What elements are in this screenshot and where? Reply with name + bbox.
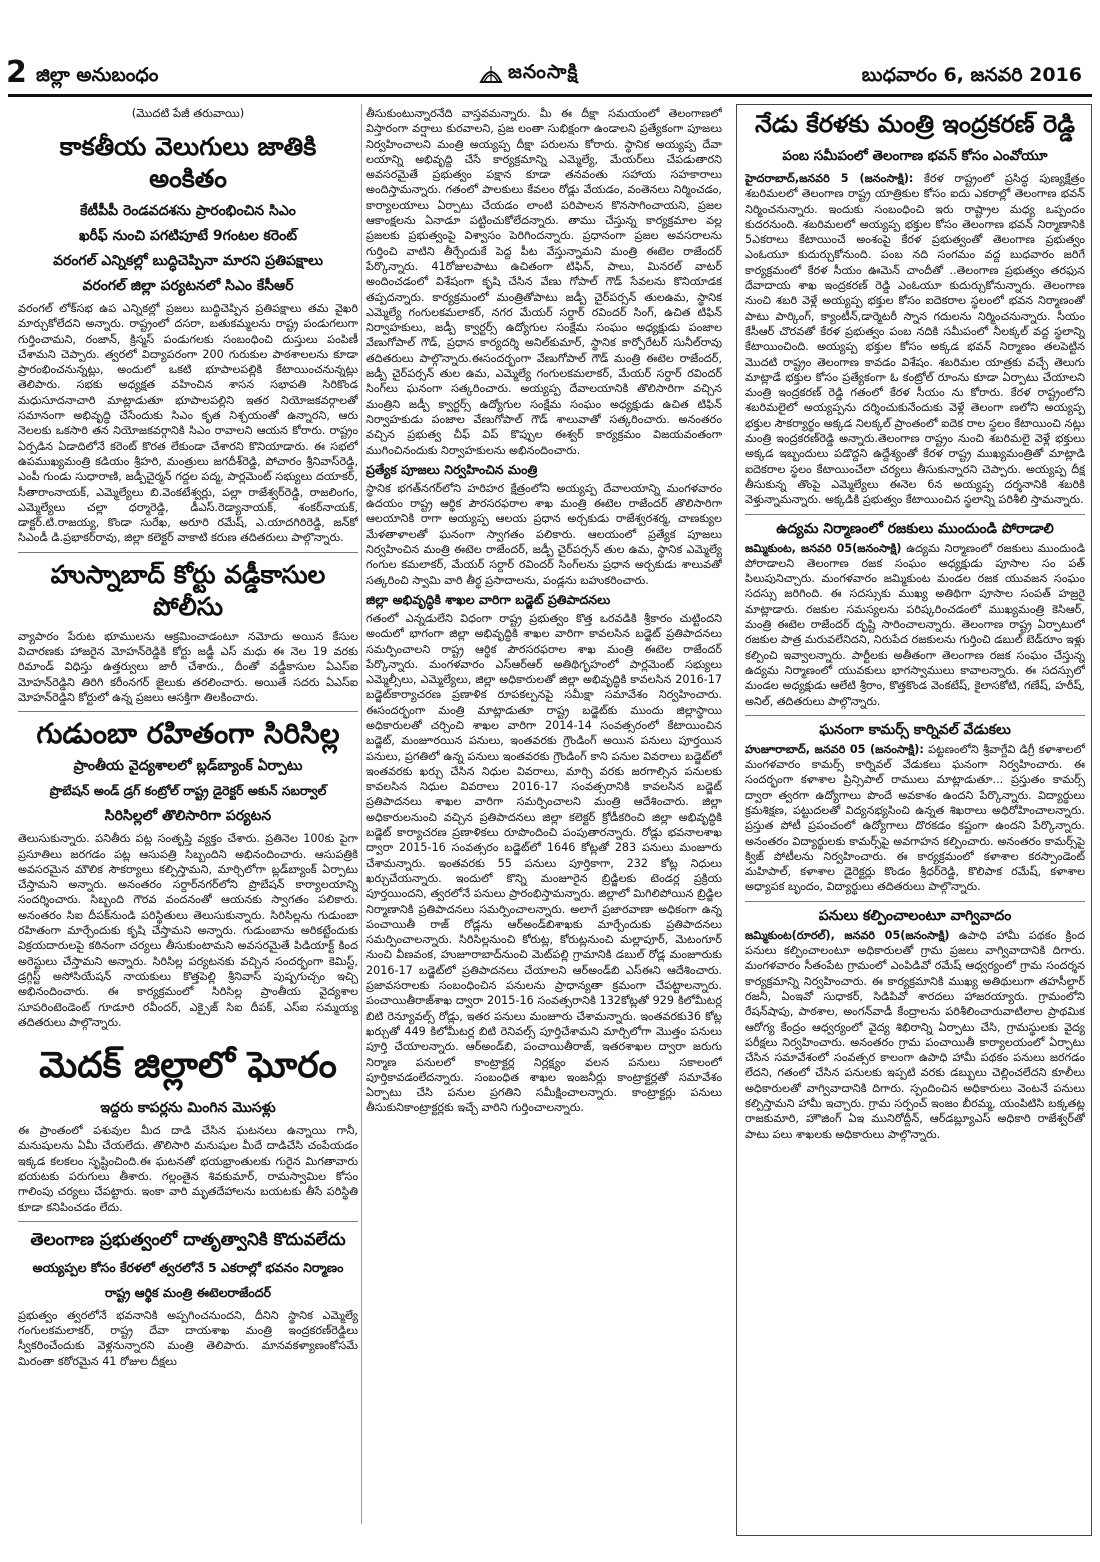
article-body: గతంలో ఎన్నడులేని విధంగా రాష్ట్ర ప్రభుత్వం కొత్త ఒరవడికి శ్రీకారం చుట్టిందని అందులో భాగంగా జిల్లా అభివృద్ధికి శాఖల వారిగా కావలసిన బడ్జెట్‌ ప్రతిపాదనలు సమర్పించాలని రాష్ట్ర ఆర్థిక పౌరసరఫరాల శాఖ మంత్రి ఈటెల రాజేందర్‌ పేర్కొన్నారు. మంగళవారం ఎస్‌ఆర్‌ఆర్‌ అతిథిగృహంలో పార్లమెంట్‌ సభ్యులు ఎమ్మెల్సీలు, ఎమ్మెల్యేలు, జిల్లా అధికారులతో జిల్లా అభివృద్ధికి కావలసిన 2016-17 బడ్జెట్‌కార్యాచరణ ప్రణాళిక రూపకల్పనపై సమీక్షా సమావేశం నిర్వహించారు. ఈసందర్భంగా మంత్రి మాట్లాడుతూ రాష్ట్ర బడ్జెట్‌కు ముందు జిల్లాస్థాయి అధికారులతో చర్చించి శాఖల వారిగా 2014-14 సంవత్సరంలో కేటాయించిన బడ్జెట్‌, మంజూరయిన పనులు, ఇంతవరకు గ్రౌండింగ్‌ అయిన పనులు పూర్తయిన పనులు, ప్రగతిలో ఉన్న పనులు ఇంతవరకు గ్రౌండింగ్‌ కాని పనుల వివరాలు బడ్జెట్‌లో ఇంతవరకు ఖర్చు చేసిన నిధుల వివరాలు, మార్చి వరకు జరగాల్సిన పనులకు కావలసిన నిధుల వివరాలు 2016-17 సంవత్సరానికి కావలసిన బడ్జెట్‌ ప్రతిపాదనలు శాఖల వారిగా సమర్పించాలని మంత్రి ఆదేశించారు. జిల్లా అధికారులనుంచి వచ్చిన ప్రతిపాదనలు జిల్లా కలెక్టర్‌ క్రోడీకరించి జిల్లా అభివృద్ధికి బడ్జెట్‌ కార్యాచరణ ప్రణాళికలు రూపొందించి పంపుతారన్నారు. రోడ్లు భవనాలశాఖ ద్వారా 2015-16 సంవత్సరం బడ్జెట్‌లో 1646 కోట్లతో 283 పనులు మంజూరు చేశామన్నారు. ఇంతవరకు 55 పనులు పూర్తికాగా, 232 కోట్ల నిధులు ఖర్చుచేయన్నారు. ఇందులో కొన్ని మంజూరైన బ్రిడ్జిలకు టెండర్ల ప్రక్రియ పూర్తయిందని, త్వరలోనే పనులు ప్రారంభిస్తామన్నారు. జిల్లాలో మిగిలిపోయిన బ్రిడ్జిల నిర్మాణానికి ప్రతిపాదనలు సమర్పించాలన్నారు. అలాగే ప్రజారవాణా అధికంగా ఉన్న పంచాయితీ రాజ్‌ రోడ్లను ఆర్‌అండ్‌బిశాఖకు మార్చేందుకు ప్రతిపాదనలు సమర్పించాలన్నారు. సిరిసిల్లనుంచి కోరుట్ల, కోరుట్లనుంచి మల్లాపూర్‌, మెటంగూర్‌ నుంచి వీణవంక, హుజూరాబాద్‌నుంచి మెట్‌పల్లి గ్రామానికి డబుల్‌ రోడ్ల మంజూరుకు 2016-17 బడ్జెట్‌లో ప్రతిపాదనలు చేయాలని ఆర్‌అండ్‌బి ఎస్‌ఈని ఆదేశించారు. ప్రజావసరాలకు సంబంధించిన పనులను ప్రాధాన్యతా క్రమంగా చేపట్టాలన్నారు. పంచాయితీరాజ్‌శాఖ ద్వారా 2015-16 సంవత్సరానికి 132కోట్లతో 929 కిలోమీటర్ల బిటి రెన్యూవల్స్‌ రోడ్లు, ఇతర పనులు మంజూరు చేశామన్నారు. ఇంతవరకు36 కోట్ల ఖర్చుతో 449 కిలోమీటర్ల బిటి రెనివల్స్‌ పూర్తిచేశామని మార్చిలోగా మొత్తం పనులు పూర్తి చేయాలన్నారు. ఆర్‌అండ్‌బి, పంచాయితీరాజ్‌, ఇతరశాఖల ద్వారా జరుగు నిర్మాణ పనులలో కాంట్రాక్టర్ల నిర్లక్ష్యం వలన పనులు సకాలంలో పూర్తికావడంలేదన్నారు. సంబంధిత శాఖల ఇంజనీర్లు కాంట్రాక్టర్లతో సమావేశం ఏర్పాటు చేసి పనుల ప్రగతిని సమీక్షించాలన్నారు. కాంట్రాక్టర్లు పనులు తీసుకునికాంట్రాక్టర్లకు ఇచ్చే వారిని గుర్తించాలన్నారు. <box>366 611 722 1115</box>
headline-telangana: తెలంగాణ ప్రభుత్వంలో దాతృత్వానికి కొదువలేదు <box>30 1229 346 1250</box>
subhead: సిరిసిల్లలో తొలిసారిగా పర్యటన <box>104 808 272 825</box>
article-body <box>745 541 1085 709</box>
article-body: తీసుకుంటున్నారనేది వాస్తవమన్నారు. మీ ఈ దీక్షా సమయంలో తెలంగాణలో విస్తారంగా వర్షాలు కురవాలని, ప్రజ లంతా సుభిక్షంగా ఉండాలని ప్రత్యేకంగా పూజలు నిర్వహించాలని మంత్రి అయ్యప్ప దీక్షా పరులను కోరారు. స్థానిక అయ్యప్ప దేవా లయాన్ని అభివృద్ది చేసే కార్యక్రమాన్ని ఎమ్మెల్యే, మేయర్‌లు చేపడుతారని అవసరమైతే ప్రభుత్వం పక్షాన కూడా తనవంతు సహాయ సహకారాలు అందిస్తామన్నారు. గతంలో పాలకులు కేవలం రోడ్లు వేయడం, వంతెనలు నిర్మించడం, కార్యాలయాలు ఏర్పాటు చేయడం లాంటి పరిపాలన కొనసాగించాయని, ప్రజల ఆకాంక్షలను ఏనాడూ పట్టించుకోలేదన్నారు. తాము చేస్తున్న కార్యక్రమాల వల్ల ప్రజలకు ప్రభుత్వంపై విశ్వాసం పెరిగిందన్నారు. ప్రధానంగా ప్రజల అవసరాలను గుర్తించి వాటిని తీర్చేందుకే పెద్ద పీట వేస్తున్నామని మంత్రి ఈటెల రాజేందర్‌ పేర్కొన్నారు. 41రోజులపాటు ఉచితంగా టిఫిన్‌, పాలు, మినరల్‌ వాటర్‌ అందించడంలో విశేషంగా కృషి చేసిన వేణు గోపాల్‌ గౌడ్‌ సేవలను కొనియాడక తప్పదన్నారు. కార్యక్రమంలో మంత్రితోపాటు జడ్పీ చైర్‌పర్సన్‌ తులఉమ, స్థానిక ఎమ్మెల్యే గంగులకమలాకర్‌, నగర మేయర్‌ సర్దార్‌ రవిందర్‌ సింగ్‌, ఉచిత టిఫిన్‌ నిర్వాహకులు, జడ్పీ క్వార్టర్స్‌ ఉద్యోగుల సంక్షేమ సంఘం అధ్యక్షుడు పంజాల వేణుగోపాల్‌ గౌడ్‌, ప్రధాన కార్యదర్శి అనిల్‌కుమార్‌, స్థానిక కార్పోరేటర్‌ సునీల్‌రావు తదితరులు పాల్గొన్నారు.ఈసందర్భంగా వేణుగోపాల్‌ గౌడ్‌ మంత్రి ఈటెల రాజేందర్‌, జడ్పీ చైర్‌పర్సన్‌ తుల ఉమ, ఎమ్మెల్యే గంగులకమలాకర్‌, మేయర్‌ సర్దార్‌ రవిందర్‌ సింగ్‌లు ఘనంగా సత్కరించారు. అయ్యప్ప దేవాలయానికి తొలిసారిగా వచ్చిన మంత్రిని జడ్పీ క్వార్టర్స్‌ ఉద్యోగుల సంక్షేమ సంఘం అధ్యక్షుడు ఉచిత టిఫిన్‌ నిర్వాహకుడు పంజాల వేణుగోపాల్‌ గౌడ్‌ శాలువాతో సత్కరించారు. అనంతరం వచ్చిన ప్రభుత్వ చీఫ్‌ విప్‌ కొప్పుల ఈశ్వర్‌ కార్యక్రమం విజయవంతంగా ముగించినందుకు నిర్వాహకులను అభినందించారు. <box>366 107 722 457</box>
continued-note: (మొదటి పేజీ తరువాయి) <box>131 106 245 120</box>
masthead <box>0 0 1100 92</box>
subhead: కేటీపీపీ రెండవదశను ప్రారంభించిన సిఎం <box>80 203 296 219</box>
column-2 <box>366 106 722 1526</box>
article-body: వరంగల్‌ లోక్‌సభ ఉప ఎన్నికల్లో ప్రజలు బుద్ధిచెప్పిన ప్రతిపక్షాలు తమ వైఖరి మార్చుకోలేదని అన్నారు. రాష్ట్రంలో దసరా, బతుకమ్మలను రాష్ట్ర పండుగలుగా గుర్తించామని, రంజాన్‌, క్రిస్మస్‌ పండుగలకు సంబంధించి దుస్తులు పంపిణీ చేశామని చెప్పారు. త్వరలో విద్యాపరంగా 200 గురుకుల పాఠశాలలను కూడా ప్రారంభించనున్నట్లు, అందులో ఒకటి భూపాలపల్లికి కేటాయించనున్నట్లు తెలిపారు. సభకు అధ్యక్షత వహించిన శాసన సభాపతి సిరికొండ మధుసూదనాచారి మాట్లాడుతూ భూపాలపల్లిని ఇతర నియోజకవర్గాలతో సమానంగా అభివృద్ధి చేసేందుకు సిఎం కృత నిశ్చయంతో ఉన్నారని, ఆరు నెలలకు ఒకసారి తన నియోజకవర్గానికి సిఎం రావాలని ఆయన కోరారు. రాష్ట్రం ఏర్పడిన ఏడాదిలోనే కరెంట్‌ కొరత లేకుండా చేశారని కొనియాడారు. ఈ సభలో ఉపముఖ్యమంత్రి కడియం శ్రీహరి, మంత్రులు జగదీశ్‌రెడ్డి, పోచారం శ్రీనివాస్‌రెడ్డి, ఎంపీ గుండు సుధారాణి, జడ్పీచైర్మన్‌ గద్దల పద్మ, పార్లమెంట్‌ సభ్యులు దయాకర్‌, సీతారాంనాయక్‌, ఎమ్మెల్యేలు బి.వెంకటేశ్వర్లు, పల్లా రాజేశ్వర్‌రెడ్డి, రాజలింగం, ఎమ్మెల్యేలు చల్లా ధర్మారెడ్డి, డీఎస్‌.రెడ్యానాయక్‌, శంకర్‌నాయక్‌, డాక్టర్‌.టి.రాజయ్య, కొండా సురేఖ, అరూరి రమేష్‌, ఎ.యాదగిరిరెడ్డి, జన్‌కో సిఎండీ డి.ప్రభాకర్‌రావు, జిల్లా కలెక్టర్‌ వాకాటి కరుణ తదితరులు పాల్గొన్నారు. <box>18 302 358 545</box>
subhead: రాష్ట్ర ఆర్థిక మంత్రి ఈటెలరాజేందర్‌ <box>105 1284 271 1300</box>
article-text: పట్టణంలోని శ్రీవాగ్దేవి డిగ్రీ కళాశాలలో మంగళవారం కామర్స్‌ కార్నివల్‌ వేడుకలు ఘనంగా నిర్వహించారు. ఈ సందర్భంగా కళాశాల ప్రిన్సిపాల్‌ రాములు మాట్లాడుతూ... ప్రస్తుతం కామర్స్‌ ద్వారా త్వరగా ఉద్యోగాలు పొందే అవకాశం ఉందని పేర్కొన్నారు. విద్యార్థులు క్రమశిక్షణ, పట్టుదలతో విద్యనభ్యసించి ఉన్నత శిఖరాలు అధిరోహించాలన్నారు. ప్రస్తుత పోటీ ప్రపంచంలో ఉద్యోగాలు దొరకడం కష్టంగా ఉందని పేర్కొన్నారు. అనంతరం విద్యార్థులకు కామర్స్‌పై అవగాహన కల్పించారు. అనంతరం కామర్స్‌పై క్విజ్‌ పోటీలను నిర్వహించారు. ఈ కార్యక్రమంలో కళాశాల కరస్పాండెంట్‌ మహిపాల్‌, కళాశాల డైరెక్టర్లు కొండం శ్రీధర్‌రెడ్డి, కొలిపాక రమేష్‌, కళాశాల అధ్యాపక బృందం, విద్యార్థులు తదితరులు పాల్గొన్నారు. <box>745 742 1085 894</box>
masthead-logo <box>478 60 638 88</box>
subhead: వరంగల్‌ జిల్లా పర్యటనలో సిఎం కేసీఆర్‌ <box>82 278 294 294</box>
article-body: తెలుసుకున్నారు. పనితీరు పట్ల సంతృప్తి వ్యక్తం చేశారు. ప్రతినెల 100కు పైగా ప్రసూతిలు జరగడం పట్ల ఆసుపత్రి సిబ్బందిని అభినందించారు. ఆసుపత్రికి అవసరమైన మౌలిక సౌకర్యాలు కల్పిస్తామని, మార్చిలోగా బ్లడ్‌బ్యాంక్‌ ఏర్పాటు చేస్తామని అన్నారు. అనంతరం సర్దార్‌నగర్‌లోని ప్రొబేషన్‌ కార్యాలయాన్ని సందర్శించారు. సిబ్బంది గౌరవ వందనంతో ఆయనకు స్వాగతం పలికారు. అనంతరం సిఐ దీపక్‌నుండి పరిస్థితులు తెలుసుకున్నారు. సిరిసిల్లను గుడుంబా రహితంగా మార్చేందుకు కృషి చేస్తామని అన్నారు. గుడుంబాను అరికట్టేందుకు విక్రయదారులపై కఠినంగా చర్యలు తీసుకుంటామని అవసరమైతే పిడియాక్ట్‌ కింద అరెస్టులు చేస్తామని అన్నారు. సిరిసిల్ల పర్యటనకు వచ్చిన సందర్భంగా కెమిస్ట్‌, డ్రగ్గిస్ట్‌ అసోసియేషన్‌ నాయకులు కొత్తపెల్లి శ్రీనివాస్‌ పుష్పగుచ్చం ఇచ్చి అభినందించారు. ఈ కార్యక్రమంలో సిరిసిల్ల ప్రాంతీయ వైద్యశాల సూపరింటెండెంట్‌ గూడూరి రవీందర్‌, ఎక్సైజ్‌ సిఐ దీపక్‌, ఎస్‌ఐ సమ్మయ్య తదితరులు పాల్గొన్నారు. <box>18 832 358 1029</box>
article-separator <box>18 711 358 712</box>
subhead: ఇద్దరు కాపర్లను మింగిన మొసళ్లు <box>100 1100 276 1117</box>
article-text: ఉద్యమ నిర్మాణంలో రజకులు ముందుండి పోరాడాలని తెలంగాణ రజక సంఘం అధ్యక్షుడు పూసాల సం పత్‌ పిలుపునిచ్చారు. మంగళవారం జమ్మికుంట మండల రజక యువజన సంఘం సదస్సు జరిగింది. ఈ సదస్సుకు ముఖ్య అతిథిగా పూసాల సంపత్‌ హజ్రరై మాట్లాడారు. రజకుల సమస్యలను పరిష్కరించడంలో ముఖ్యమంత్రి కెసిఆర్‌, మంత్రి ఈటెల రాజేందర్‌ దృష్టి సారించాలన్నారు. తెలంగాణ రాష్ట్ర ఏర్పాటులో రజకుల పాత్ర మరువలేనిదని, నిరుపేద రజకులను గుర్తించి డబుల్‌ బెడ్‌రూం ఇళ్లు కల్పించి ఇవ్వాలన్నారు. పార్టీలకు అతీతంగా తెలంగాణ రజక సంఘం చేస్తున్న ఉద్యమ నిర్మాణంలో యువకులు భాగస్వాములు కావాలన్నారు. ఈ సదస్సులో మండల అధ్యక్షుడు ఆలేటి శ్రీరాం, కొత్తకొండ వెంకటేష్‌, కైలాసకోటి, గణేష్‌, హరీష్‌, అనిల్‌, తదితరులు పాల్గొన్నారు. <box>745 541 1085 708</box>
column-1 <box>18 106 358 1526</box>
headline-medak: మెదక్‌ జిల్లాలో ఘోరం <box>39 1045 337 1087</box>
article-separator <box>745 514 1085 515</box>
article-separator <box>745 715 1085 716</box>
section-heading: జిల్లా అభివృద్ధికి శాఖల వారిగా బడ్జెట్‌ ప్రతిపాదనలు <box>366 591 611 607</box>
headline-kakatiya: కాకతీయ వెలుగులు జాతికి అంకితం <box>59 132 317 193</box>
page-number: 2 <box>6 55 27 90</box>
article-body <box>745 742 1085 895</box>
subhead: ప్రొబేషన్‌ అండ్‌ డ్రగ్‌ కంట్రోల్‌ రాష్ట్ర డైరెక్టర్‌ అకున్‌ సబర్వాల్‌ <box>49 783 327 799</box>
article-body: ఈ ప్రాంతంలో పశువుల మీద దాడి చేసిన ఘటనలు ఉన్నాయి గానీ, మనుషులను ఏమీ చేయలేదు. తొలిసారి మనుషుల మీదే దాడిచేసి చంపేయడం ఇక్కడ కలకలం సృష్టించింది.ఈ ఘటనతో భయభ్రాంతులకు గురైన మిగతావారు భయటకు పరుగులు తీశారు. గల్లంతైన శివకుమార్‌, రామస్వామిల కోసం గాలింపు చర్యలు చేపట్టారు. ఇంకా వారి మృతదేహాలను బయటకు తీసే పరిస్థితి కూడా కనిపించడం లేదు. <box>18 1124 358 1214</box>
article-body: ప్రభుత్వం త్వరలోనే భవనానికి అప్పగించనుందని, దీనిని స్థానిక ఎమ్మెల్యే గంగులకమలాకర్‌, రాష్ట్ర దేవా దాయశాఖ మంత్రి ఇంద్రకరణ్‌రెడ్డిలు స్వీకరించేందుకు వెళ్లనున్నారని మంత్రి తెలిపారు. మానవకళ్యాణంకోసమే మిరంతా కఠోరమైన 41 రోజుల దీక్షలు <box>18 1308 358 1368</box>
section-name: జిల్లా అనుబంధం <box>36 64 159 86</box>
subhead: పంబ సమీపంలో తెలంగాణ భవన్‌ కోసం ఎంవోయూ <box>782 148 1048 164</box>
headline-rajakulu: ఉద్యమ నిర్మాణంలో రజకులు ముందుండి పోరాడాలి <box>776 520 1054 537</box>
subhead: ప్రాంతీయ వైద్యశాలలో బ్లడ్‌బ్యాంక్‌ ఏర్పాటు <box>73 758 303 775</box>
article-separator <box>18 1221 358 1222</box>
subhead: అయ్యప్పల కోసం కేరళలో త్వరలోనే 5 ఎకరాల్లో భవనం నిర్మాణం <box>32 1259 344 1275</box>
article-text: ఉపాధి హామీ పథకం క్రింద పనులు కల్పించాలంటూ అధికారులతో గ్రామ ప్రజలు వాగ్వివాదానికి దిగారు. మంగళవారం సీతంపేట గ్రామంలో ఎంపిడివో రమేష్‌ ఆధ్వర్యంలో గ్రామ సందర్శన కార్యక్రమాన్ని నిర్వహించారు. ఈ కార్యక్రమానికి ముఖ్య అతిథులుగా తహసీల్దార్‌ రజనీ, ఏంఇవో సుధాకర్‌, సిడిపివో శారదలు హాజరయ్యారు. గ్రామంలోని రేషన్‌షాపు, పాఠశాల, అంగన్‌వాడీ కేంద్రాలను పరిశీలించారువాటిలాల ప్రాథమిక ఆరోగ్య కేంద్రం ఆధ్వర్యంలో వైద్య శిభిరాన్ని ఏర్పాటు చేసి, గ్రామస్థులకు వైద్య పరీక్షలు నిర్వహించారు. అనంతరం గ్రామ పంచాయితీ కార్యాలయంలో ఏర్పాటు చేసిన సమావేశంలో సంవత్సర కాలంగా ఉపాధి హామీ పథకం పనులు జరగడం లేదని, గతంలో చేసిన పనులకు ఇప్పటి వరకు డబ్బులు చెల్లించలేదని కూలీలు అధికారులతో వాగ్వివాదానికి దిగారు. స్పందించిన అధికారులు వెంటనే పనులు కల్పిస్తామని హామీ ఇచ్చారు. గ్రామ సర్పంచ్‌ ఇంజం బీరమ్మ, యంపిటిసి బక్కతట్ల రాజకుమారి, హౌజింగ్‌ ఏఇ మునిరోద్దీన్‌, ఆర్‌డబ్ల్యూఎస్‌ అధికారి రాజేశ్వర్‌తో పాటు పలు శాఖలకు అధికారులు పాల్గొన్నారు. <box>745 928 1085 1141</box>
headline-panulu: పనులు కల్పించాలంటూ వాగ్వివాదం <box>818 907 1012 924</box>
article-text: కేరళ రాష్ట్రంలో ప్రసిద్ధ పుణ్యక్షేత్రం శబరిమలలో తెలంగాణ రాష్ట్ర యాత్రికుల కోసం ఐదు ఎకరాల్లో తెలంగాణ భవన్‌ నిర్మించనున్నారు. ఇందుకు సంబంధించి ఇరు రాష్ట్రాల మధ్య ఒప్పందం కుదరనుంది. శబరిమలలో అయ్యప్ప భక్తుల కోసం తెలంగాణ భవన్‌ నిర్మాణానికి 5ఎకరాలు కేటాయించే అంశంపై కేరళ ప్రభుత్వంతో తెలంగాణ ప్రభుత్వం ఎంఓయూ కుదుర్చుకోనుంది. పంబ నది సంగమం వద్ద బుధవారం జరిగే కార్యక్రమంలో కేరళ సీయం ఊమెన్‌ చాందీతో ..తెలంగాణ ప్రభుత్వం తరఫున దేవాదాయ శాఖ ఇంద్రకరణ్‌ రెడ్డి ఎంఓయూ కుదుర్చుకోనున్నారు. తెలంగాణ నుంచి శబరి వెళ్లే అయ్యప్ప భక్తుల కోసం ఐదెకరాల స్థలంలో భవన నిర్మాణంతో పాటు పార్కింగ్‌, క్యాంటీన్‌,డార్మెటరీ స్నాన గదులను నిర్మించనున్నారు. సీయం కేసీఆర్‌ చొరవతో కేరళ ప్రభుత్వం పంబ నదికి సమీపంలో నీలక్కల్‌ వద్ద స్థలాన్ని కేటాయించింది. అయ్యప్ప భక్తుల కోసం అక్కడ భవన్‌ నిర్మాణం తలపెట్టిన మొదటి రాష్ట్రం తెలంగాణ కావడం విశేషం. శబరిమల యాత్రకు వచ్చే తెలుగు మాట్లాడే భక్తుల కోసం ప్రత్యేకంగా ఓ కంట్రోల్‌ రూంను కూడా ఏర్పాటు చేయాలని మంత్రి ఇంద్రకరణ్‌ రెడ్డి గతంలో కేరళ సీయం ను కోరారు. కేరళ రాష్ట్రంలోని శబరిమలైలో అయ్యప్పను దర్శించుకునేందుకు వెళ్లే తెలంగా ణలోని అయ్యప్ప భక్తుల సౌకర్యార్థం అక్కడ నిలక్కల్‌ ప్రాంతంలో ఐదెక రాల స్థలం కేటాయించి నట్లు మంత్రి ఇంద్రకరణ్‌రెడ్డి అన్నారు.తెలంగాణ రాష్ట్రం నుంచి శబరిమలై వెళ్లే భక్తులు అక్కడ ఇబ్బందులు పడొద్దని ఉద్దేశ్యంతో కేరళ రాష్ట్ర ముఖ్యమంత్రితో మాట్లాడి ఐదెకరాల స్థలం కేటాయించేలా చర్యలు తీసుకున్నారని చెప్పారు. అయ్యప్ప దీక్ష తీసుకున్న తొంపై ఎమ్మెల్యేలు ఈనెల 6న అయ్యప్ప దర్శనానికి శబరికి వెళ్తున్నామన్నారు. అక్కడికి ప్రభుత్వం కేటాయించిన స్థలాన్ని పరిశీలి స్తామన్నారు. <box>745 172 1085 507</box>
article-body <box>745 171 1085 508</box>
subhead: వరంగల్‌ ఎన్నికల్లో బుద్ధిచెప్పినా మారని ప్రతిపక్షాలు <box>53 253 323 269</box>
masthead-rule <box>8 94 1092 97</box>
article-body: స్థానిక భగత్‌నగర్‌లోని హరిహర క్షేత్రంలోని అయ్యప్ప దేవాలయాన్ని మంగళవారం ఉదయం రాష్ట్ర ఆర్థిక పౌరసరఫరాల శాఖ మంత్రి ఈటెల రాజేందర్‌ తొలిసారిగా ఆలయానికి రాగా అయ్యప్ప ఆలయ ప్రధాన అర్చకుడు రాజేశ్వరశర్మ, చాణక్యుల మేళతాళాలతో ఘనంగా స్వాగతం పలికారు. ఆలయంలో ప్రత్యేక పూజలు నిర్వహించిన మంత్రి ఈటెల రాజేందర్‌, జడ్పీ చైర్‌పర్సన్‌ తుల ఉమ, స్థానిక ఎమ్మెల్యే గంగుల కమలాకర్‌, మేయర్‌ సర్దార్‌ రవిందర్‌ సింగ్‌లను ప్రధాన అర్చకుడు శాలువతో సత్కరించి స్వామి వారి తీర్థ ప్రసాదాలను, పండ్లను బహుకరించారు. <box>366 481 722 587</box>
dateline: జమ్మికుంట(రూరల్‌), జనవరి 05(జనంసాక్షి) <box>745 928 950 942</box>
section-heading: ప్రత్యేక పూజలు నిర్వహించిన మంత్రి <box>366 461 538 477</box>
article-body: వ్యాపారం పేరుట భూములను ఆక్రమించాడంటూ నమోదు అయిన కేసుల విచారణకు హాజరైన మోహన్‌రెడ్డికి కోర్టు జడ్జీ ఎస్‌ మధు ఈ నెల 19 వరకు రిమాండ్‌ విధిస్తు ఉత్తర్వులు జారీ చేశారు., దీంతో వడ్డీకాసుల ఏఎస్‌ఐ మోహన్‌రెడ్డిని తిరిగి కరీంనగర్‌ జైలుకు తరలించారు. అయితే సదరు ఏఎస్‌ఐ మోహన్‌రెడ్డిని కోర్టులో ఉన్న ప్రజలు ఆసక్తిగా తిలకించారు. <box>18 629 358 704</box>
article-separator <box>745 901 1085 902</box>
column-3 <box>745 106 1085 1536</box>
article-separator <box>18 552 358 553</box>
logo-emblem-icon <box>478 60 504 86</box>
article-body <box>745 928 1085 1142</box>
dateline: హైదరాబాద్‌,జనవరి 5 (జనంసాక్షి): <box>745 172 914 185</box>
headline-kerala: నేడు కేరళకు మంత్రి ఇంద్రకరణ్‌ రెడ్డి <box>755 110 1075 138</box>
dateline: హుజూరాబాద్‌, జనవరి 05 (జనంసాక్షి): <box>745 742 924 756</box>
column-divider <box>361 104 362 1524</box>
issue-date: బుధవారం 6, జనవరి 2016 <box>861 64 1082 86</box>
headline-gudumba: గుడుంబా రహితంగా సిరిసిల్ల <box>36 717 340 751</box>
headline-husnabad: హుస్నాబాద్‌ కోర్టు వడ్డీకాసుల పోలీసు <box>50 559 326 621</box>
headline-commerce: ఘనంగా కామర్స్‌ కార్నివల్‌ వేడుకలు <box>819 721 1011 738</box>
dateline: జమ్మికుంట, జనవరి 05(జనంసాక్షి) <box>745 541 902 555</box>
subhead: ఖరీఫ్‌ నుంచి పగటిపూటే 9గంటల కరెంట్‌ <box>78 228 298 244</box>
logo-text: జనంసాక్షి <box>508 61 579 83</box>
